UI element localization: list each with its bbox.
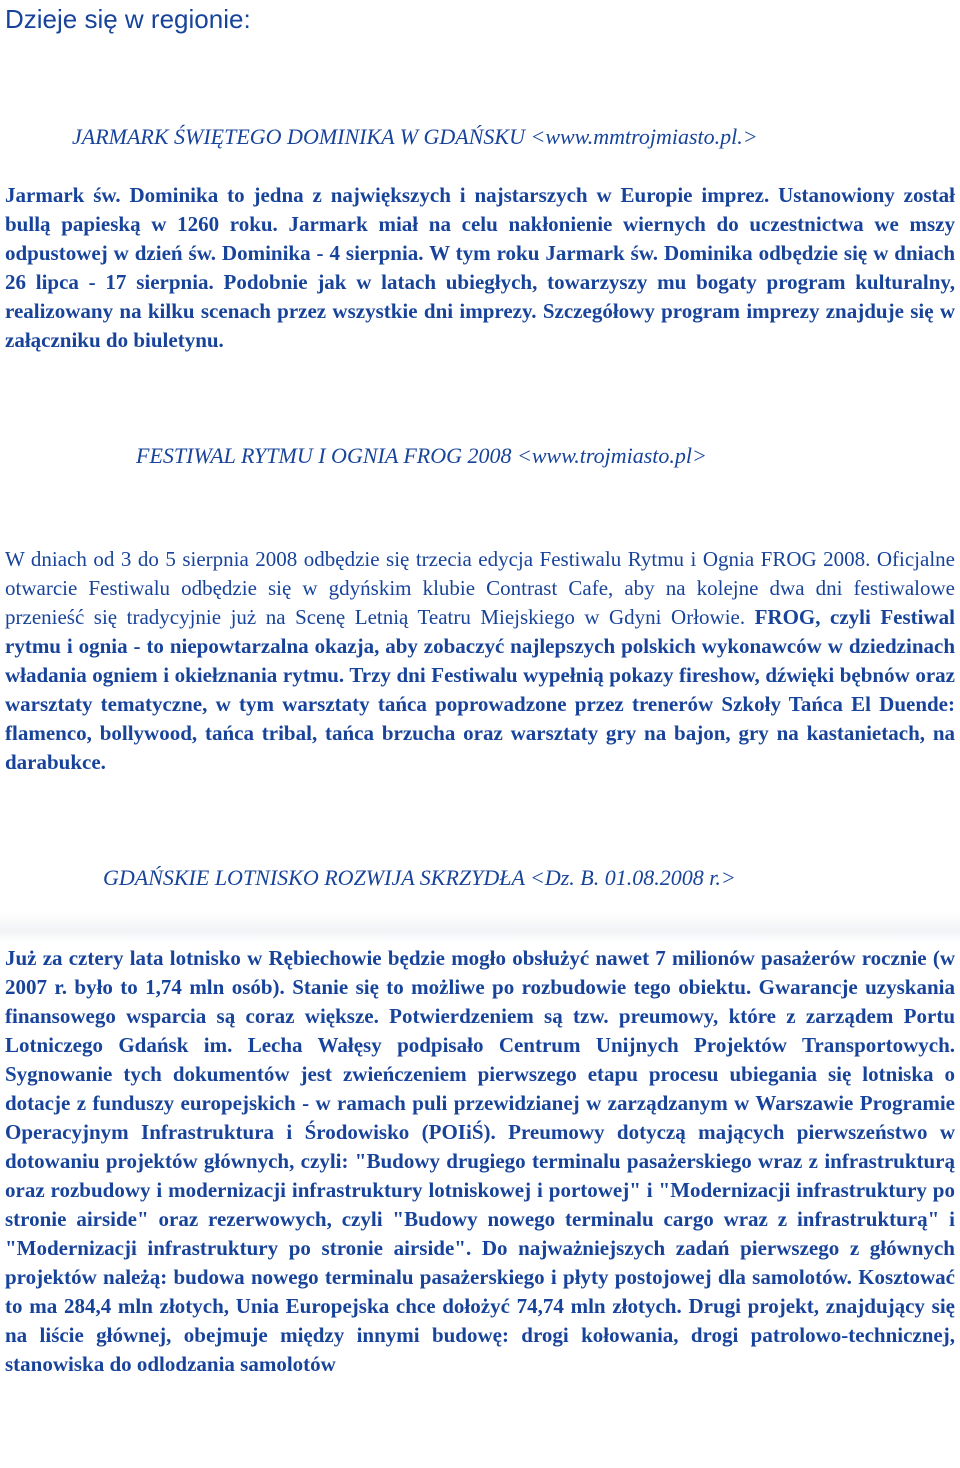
section-body-lotnisko — [5, 944, 955, 1379]
section-divider-band — [0, 913, 960, 943]
page-title: Dzieje się w regionie: — [5, 4, 251, 34]
section-title-frog: FESTIWAL RYTMU I OGNIA FROG 2008 <www.trojmiasto.pl> — [136, 443, 707, 468]
section-body-plain: W dniach od 3 do 5 sierpnia 2008 odbędzie się trzecia edycja Festiwalu Rytmu i Ognia FROG 2008. Oficjalne otwarcie Festiwalu odbędzie się w gdyńskim klubie Contrast Cafe, aby na kolejne dwa dni festiwalowe przenieść się tradycyjnie już na Scenę Letnią Teatru Miejskiego w Gdyni Orłowie. — [5, 547, 955, 629]
section-body-bold: Jarmark św. Dominika to jedna z największych i najstarszych w Europie imprez. Ustanowiony został bullą papieską w 1260 roku. Jarmark miał na celu nakłonienie wiernych do uczestnictwa we mszy odpustowej w dzień św. Dominika - 4 sierpnia. W tym roku Jarmark św. Dominika odbędzie się w dniach 26 lipca - 17 sierpnia. Podobnie jak w latach ubiegłych, towarzyszy mu bogaty program kulturalny, realizowany na kilku scenach przez wszystkie dni imprezy. Szczegółowy program imprezy znajduje się w załączniku do biuletynu. — [5, 183, 955, 352]
section-title-lotnisko: GDAŃSKIE LOTNISKO ROZWIJA SKRZYDŁA <Dz. B. 01.08.2008 r.> — [103, 865, 736, 890]
section-body-frog — [5, 545, 955, 777]
section-body-jarmark — [5, 181, 955, 355]
section-body-bold: Już za cztery lata lotnisko w Rębiechowie będzie mogło obsłużyć nawet 7 milionów pasażerów rocznie (w 2007 r. było to 1,74 mln osób). Stanie się to możliwe po rozbudowie tego obiektu. Gwarancje uzyskania finansowego wsparcia są coraz większe. Potwierdzeniem są tzw. preumowy, które z zarządem Portu Lotniczego Gdańsk im. Lecha Wałęsy podpisało Centrum Unijnych Projektów Transportowych. Sygnowanie tych dokumentów jest zwieńczeniem pierwszego etapu procesu ubiegania się lotniska o dotacje z funduszy europejskich - w ramach puli przewidzianej w zarządzanym w Warszawie Programie Operacyjnym Infrastruktura i Środowisko (POIiŚ). Preumowy dotyczą mających pierwszeństwo w dotowaniu projektów głównych, czyli: "Budowy drugiego terminalu pasażerskiego wraz z infrastrukturą oraz rozbudowy i modernizacji infrastruktury lotniskowej i portowej" i "Modernizacji infrastruktury po stronie airside" oraz rezerwowych, czyli "Budowy nowego terminalu cargo wraz z infrastrukturą" i "Modernizacji infrastruktury po stronie airside". Do najważniejszych zadań pierwszego z głównych projektów należą: budowa nowego terminalu pasażerskiego i płyty postojowej dla samolotów. Kosztować to ma 284,4 mln złotych, Unia Europejska chce dołożyć 74,74 mln złotych. Drugi projekt, znajdujący się na liście głównej, obejmuje między innymi budowę: drogi kołowania, drogi patrolowo-technicznej, stanowiska do odlodzania samolotów — [5, 946, 955, 1376]
section-body-bold: FROG, czyli Festiwal rytmu i ognia - to niepowtarzalna okazja, aby zobaczyć najlepszych polskich wykonawców w dziedzinach władania ogniem i okiełznania rytmu. Trzy dni Festiwalu wypełnią pokazy fireshow, dźwięki bębnów oraz warsztaty tematyczne, w tym warsztaty tańca poprowadzone przez trenerów Szkoły Tańca El Duende: flamenco, bollywood, tańca tribal, tańca brzucha oraz warsztaty gry na bajon, gry na kastanietach, na darabukce. — [5, 605, 955, 774]
section-title-jarmark: JARMARK ŚWIĘTEGO DOMINIKA W GDAŃSKU <www.mmtrojmiasto.pl.> — [72, 124, 758, 149]
